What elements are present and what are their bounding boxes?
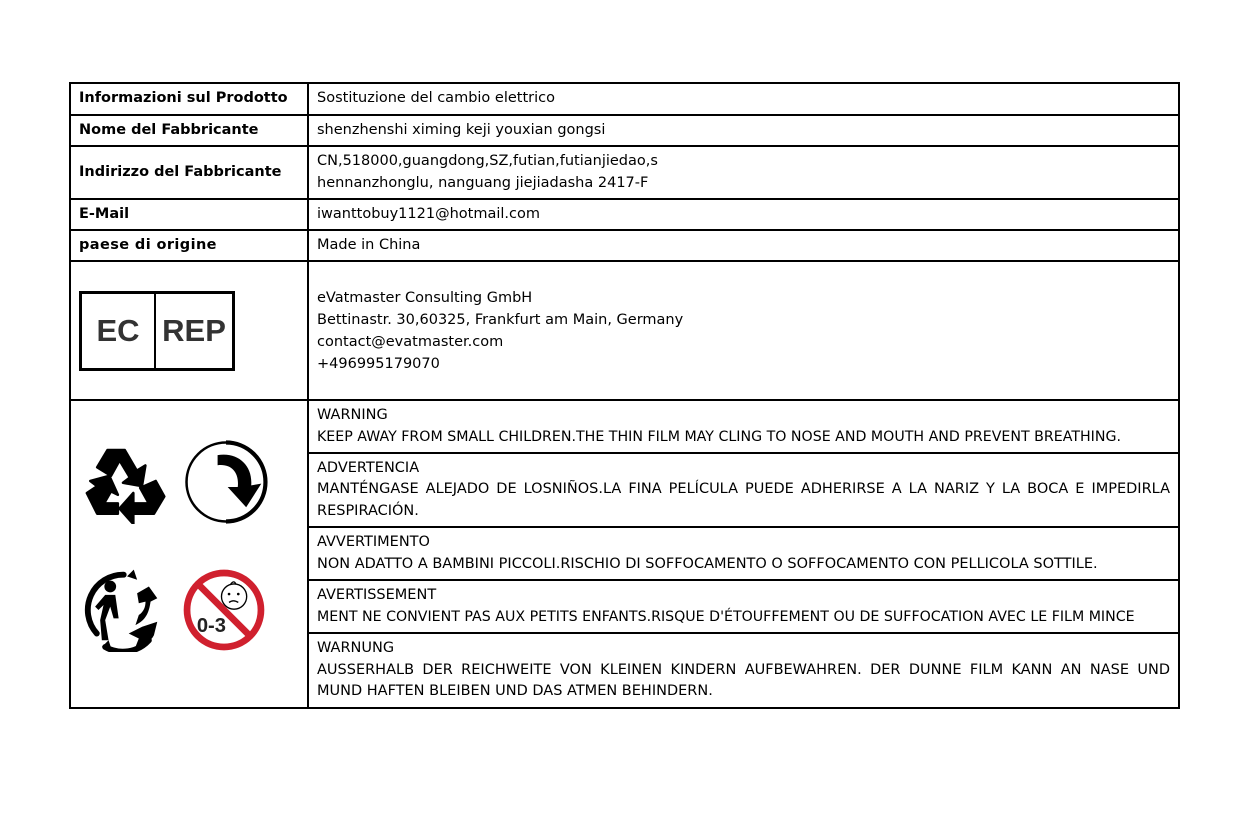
ec-rep-details xyxy=(308,261,1179,400)
address-row xyxy=(70,146,1179,199)
address-value xyxy=(308,146,1179,199)
manufacturer-value: shenzhenshi ximing keji youxian gongsi xyxy=(308,115,1179,146)
warning-fr-text: MENT NE CONVIENT PAS AUX PETITS ENFANTS.RISQUE D'ÉTOUFFEMENT OU DE SUFFOCATION AVEC LE FILM MINCE xyxy=(317,608,1135,625)
warning-row-en xyxy=(70,400,1179,453)
warning-fr-title: AVERTISSEMENT xyxy=(317,587,437,603)
ec-rep-badge-rep: REP xyxy=(162,312,226,348)
warning-es-text: MANTÉNGASE ALEJADO DE LOSNIÑOS.LA FINA PELÍCULA PUEDE ADHERIRSE A LA NARIZ Y LA BOCA E IMPEDIRLA RESPIRACIÓN. xyxy=(317,481,1170,519)
warning-en-text: KEEP AWAY FROM SMALL CHILDREN.THE THIN FILM MAY CLING TO NOSE AND MOUTH AND PREVENT BREATHING. xyxy=(317,428,1121,445)
manufacturer-label: Nome del Fabbricante xyxy=(70,115,308,146)
email-row xyxy=(70,199,1179,230)
ec-rep-badge-ec: EC xyxy=(82,294,156,368)
address-line-2: hennanzhonglu, nanguang jiejiadasha 2417-F xyxy=(317,174,649,191)
warning-de-text: AUSSERHALB DER REICHWEITE VON KLEINEN KINDERN AUFBEWAHREN. DER DUNNE FILM KANN AN NASE UND MUND HAFTEN BLEIBEN UND DAS ATMEN BEHINDERN. xyxy=(317,661,1170,700)
warning-de-title: WARNUNG xyxy=(317,640,395,657)
ec-rep-phone: +496995179070 xyxy=(317,355,440,372)
age-0-3-warning-icon xyxy=(181,568,267,652)
symbols-panel xyxy=(71,404,307,705)
warning-es-title: ADVERTENCIA xyxy=(317,459,420,476)
warning-en xyxy=(308,400,1179,453)
product-info-table xyxy=(69,82,1180,709)
origin-value: Made in China xyxy=(308,230,1179,261)
ec-rep-company: eVatmaster Consulting GmbH xyxy=(317,289,533,306)
ec-rep-row xyxy=(70,261,1179,400)
ec-rep-badge-cell xyxy=(70,261,308,400)
recycle-icon xyxy=(79,438,167,524)
origin-row xyxy=(70,230,1179,261)
warning-fr xyxy=(308,580,1179,633)
ec-rep-badge xyxy=(79,291,235,371)
address-line-1: CN,518000,guangdong,SZ,futian,futianjiedao,s xyxy=(317,153,658,169)
warning-it-text: NON ADATTO A BAMBINI PICCOLI.RISCHIO DI SOFFOCAMENTO O SOFFOCAMENTO CON PELLICOLA SOTTILE. xyxy=(317,555,1098,572)
green-dot-icon xyxy=(183,440,269,524)
product-row xyxy=(70,83,1179,115)
ec-rep-address: Bettinastr. 30,60325, Frankfurt am Main, Germany xyxy=(317,311,684,328)
product-value: Sostituzione del cambio elettrico xyxy=(308,83,1179,115)
email-value: iwanttobuy1121@hotmail.com xyxy=(308,199,1179,230)
address-label: Indirizzo del Fabbricante xyxy=(70,146,308,199)
manufacturer-row xyxy=(70,115,1179,146)
age-label: 0-3 xyxy=(196,614,226,637)
warning-de xyxy=(308,633,1179,708)
warning-it xyxy=(308,527,1179,580)
triman-icon xyxy=(77,568,167,652)
warning-en-title: WARNING xyxy=(317,407,388,423)
warning-es xyxy=(308,453,1179,527)
product-label: Informazioni sul Prodotto xyxy=(70,83,308,115)
email-label: E-Mail xyxy=(70,199,308,230)
ec-rep-email: contact@evatmaster.com xyxy=(317,333,504,350)
symbols-cell xyxy=(70,400,308,708)
warning-it-title: AVVERTIMENTO xyxy=(317,534,430,550)
origin-label: paese di origine xyxy=(70,230,308,261)
